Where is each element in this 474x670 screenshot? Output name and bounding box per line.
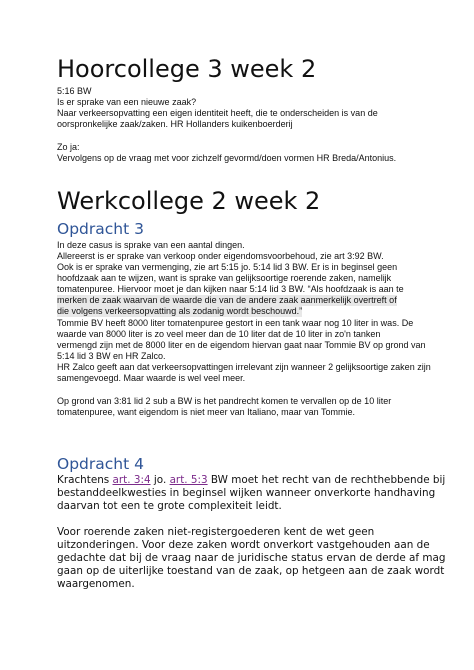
text-run: jo. <box>150 474 170 486</box>
highlighted-quote-line: die volgens verkeersopvatting als zodanig wordt beschouwd.” <box>57 306 303 316</box>
highlighted-quote-line: merken de zaak waarvan de waarde die van de andere zaak aanmerkelijk overtreft of <box>57 295 397 305</box>
text-line: Tommie BV heeft 8000 liter tomatenpuree gestort in een tank waar nog 10 liter in was. De <box>57 318 414 328</box>
text-line: gedachte dat bij de vraag naar de juridische status ervan de derde af mag <box>57 552 446 564</box>
text-line: Voor roerende zaken niet-registergoederen kent de wet geen <box>57 526 375 538</box>
text-line: 5:16 BW <box>57 86 92 96</box>
text-line: daarvan tot een te grote complexiteit leidt. <box>57 500 282 512</box>
text-line: uitzonderingen. Voor deze zaken wordt onverkort vastgehouden aan de <box>57 539 430 551</box>
text-line: In deze casus is sprake van een aantal dingen. <box>57 240 245 250</box>
text-line: gaan op de uiterlijke toestand van de zaak, op hetgeen aan de zaak wordt <box>57 565 445 577</box>
text-line: waargenomen. <box>57 578 135 590</box>
text-line: Naar verkeersopvatting een eigen identiteit heeft, die te onderscheiden is van de <box>57 108 378 118</box>
paragraph-first-line <box>57 474 445 487</box>
text-line: Is er sprake van een nieuwe zaak? <box>57 97 197 107</box>
text-line: HR Zalco geeft aan dat verkeersopvattingen irrelevant zijn wanneer 2 gelijksoortige zaken zijn <box>57 362 431 372</box>
text-line: 5:14 lid 3 BW en HR Zalco. <box>57 351 166 361</box>
text-line: Allereerst is er sprake van verkoop onder eigendomsvoorbehoud, zie art 3:92 BW. <box>57 251 384 261</box>
text-line: oorspronkelijke zaak/zaken. HR Hollanders kuikenboerderij <box>57 119 293 129</box>
text-line: Ook is er sprake van vermenging, zie art 5:15 jo. 5:14 lid 3 BW. Er is in beginsel geen <box>57 262 398 272</box>
text-run: BW moet het recht van de rechthebbende bij <box>207 474 446 486</box>
text-line: Op grond van 3:81 lid 2 sub a BW is het pandrecht komen te vervallen op de 10 liter <box>57 396 392 406</box>
text-line: hoofdzaak aan te wijzen, want is sprake van gelijksoortige roerende zaken, namelijk <box>57 273 392 283</box>
text-line: vermengd zijn met de 8000 liter en de eigendom hiervan gaat naar Tommie BV op grond van <box>57 340 426 350</box>
text-run: Krachtens <box>57 474 113 486</box>
text-line: waarde van 8000 liter is zo veel meer dan de 10 liter dat de 10 liter in zo'n tanken <box>57 329 381 339</box>
text-line: Vervolgens op de vraag met voor zichzelf gevormd/doen vormen HR Breda/Antonius. <box>57 153 397 163</box>
article-link-3-4[interactable]: art. 3:4 <box>112 474 151 486</box>
text-line: Zo ja: <box>57 142 80 152</box>
text-line: tomatenpuree, want eigendom is niet meer van Italiano, maar van Tommie. <box>57 407 355 417</box>
heading-hoorcollege: Hoorcollege 3 week 2 <box>57 55 317 83</box>
heading-opdracht-4: Opdracht 4 <box>57 455 144 473</box>
article-link-5-3[interactable]: art. 5:3 <box>169 474 208 486</box>
heading-werkcollege: Werkcollege 2 week 2 <box>57 187 321 215</box>
text-line: samengevoegd. Maar waarde is wel veel meer. <box>57 373 246 383</box>
heading-opdracht-3: Opdracht 3 <box>57 220 144 238</box>
text-line: bestanddeelkwesties in beginsel wijken wanneer onverkorte handhaving <box>57 487 436 499</box>
text-line: tomatenpuree. Hiervoor moet je dan kijken naar 5:14 lid 3 BW. “Als hoofdzaak is aan te <box>57 284 404 294</box>
